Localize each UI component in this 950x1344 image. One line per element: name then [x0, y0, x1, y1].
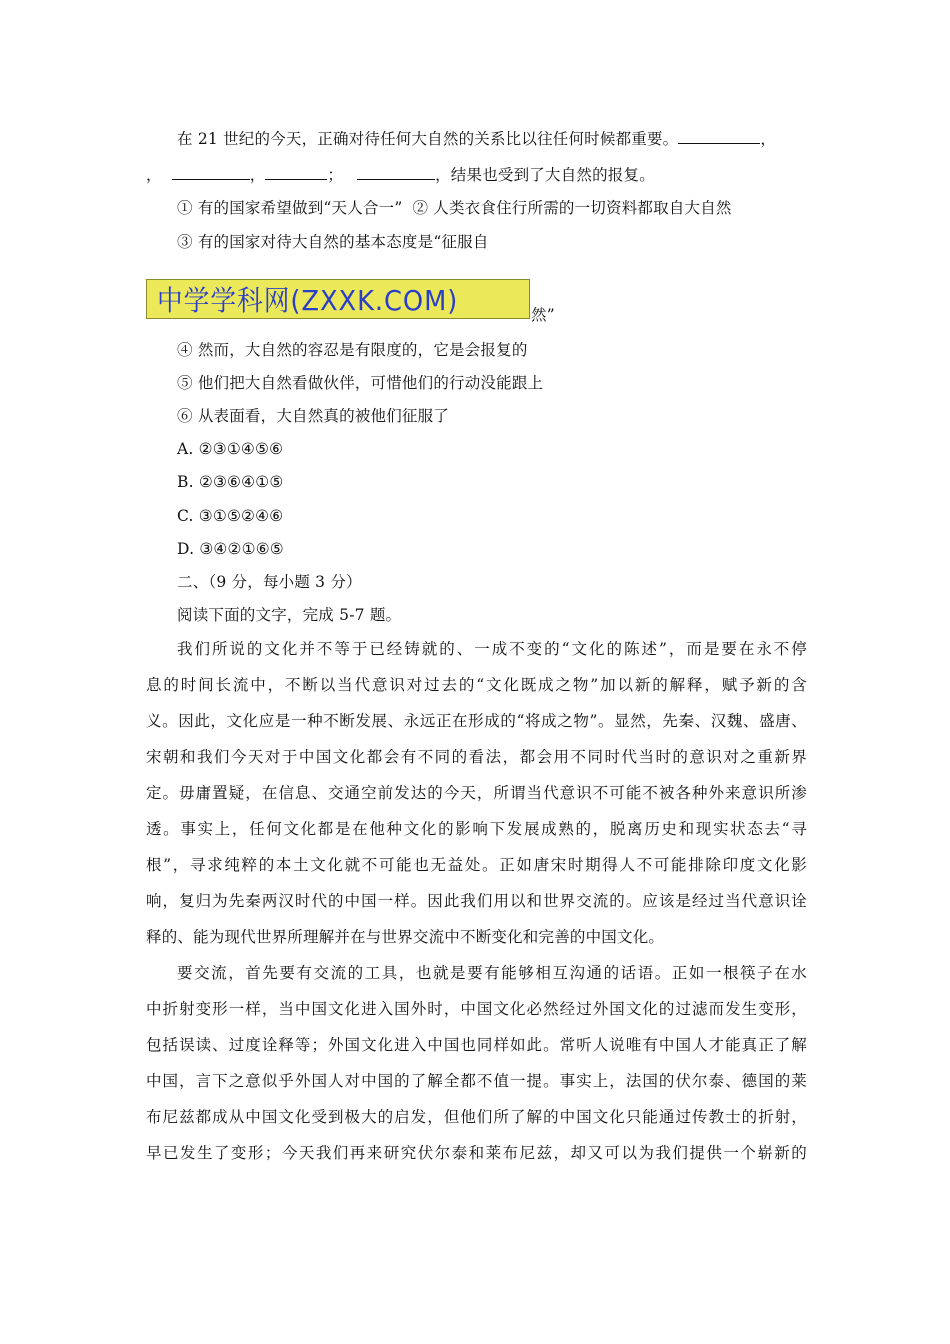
sentence-item-3-continued: 然”	[531, 306, 555, 324]
watermark-banner	[146, 279, 530, 319]
paragraph-2-line: 中折射变形一样，当中国文化进入国外时，中国文化必然经过外国文化的过滤而发生变形，	[146, 1000, 807, 1018]
answer-blank-1	[678, 127, 760, 144]
answer-blank-2	[172, 163, 250, 180]
sentence-item-1: ① 有的国家希望做到“天人合一”	[177, 199, 403, 217]
sentence-item-3: ③ 有的国家对待大自然的基本态度是“征服自	[177, 233, 489, 251]
paragraph-2-line: 包括误读、过度诠释等；外国文化进入中国也同样如此。常听人说唯有中国人才能真正了解	[146, 1036, 807, 1054]
sentence-item-4: ④ 然而，大自然的容忍是有限度的，它是会报复的	[177, 341, 528, 359]
reading-instruction: 阅读下面的文字，完成 5-7 题。	[177, 606, 402, 624]
answer-blank-3	[265, 163, 327, 180]
watermark-text: 中学学科网(ZXXK.COM)	[157, 284, 459, 317]
question-stem-line-2	[146, 163, 826, 186]
paragraph-1-line: 义。因此，文化应是一种不断发展、永远正在形成的“将成之物”。显然，先秦、汉魏、盛唐、	[146, 712, 807, 730]
answer-blank-4	[357, 163, 435, 180]
punctuation: ，	[249, 166, 266, 184]
paragraph-1-line: 我们所说的文化并不等于已经铸就的、一成不变的“文化的陈述”，而是要在永不停	[177, 640, 807, 658]
paragraph-1-line: 根”，寻求纯粹的本土文化就不可能也无益处。正如唐宋时期得人不可能排除印度文化影	[146, 856, 807, 874]
answer-option-b: B. ②③⑥④①⑤	[177, 473, 284, 491]
paragraph-2-line: 布尼兹都成从中国文化受到极大的启发，但他们所了解的中国文化只能通过传教士的折射，	[146, 1108, 807, 1126]
punctuation: ，	[760, 130, 777, 148]
punctuation: ；	[327, 166, 344, 184]
answer-option-c: C. ③①⑤②④⑥	[177, 507, 284, 525]
paragraph-2-line: 中国，言下之意似乎外国人对中国的了解全都不值一提。事实上，法国的伏尔泰、德国的莱	[146, 1072, 807, 1090]
paragraph-2-line: 要交流，首先要有交流的工具，也就是要有能够相互沟通的话语。正如一根筷子在水	[177, 964, 807, 982]
answer-option-a: A. ②③①④⑤⑥	[177, 440, 284, 458]
punctuation: ，	[146, 166, 162, 184]
sentence-item-5: ⑤ 他们把大自然看做伙伴，可惜他们的行动没能跟上	[177, 374, 544, 392]
paragraph-1-line: 宋朝和我们今天对于中国文化都会有不同的看法，都会用不同时代当时的意识对之重新界	[146, 748, 807, 766]
paragraph-1-line: 响，复归为先秦两汉时代的中国一样。因此我们用以和世界交流的。应该是经过当代意识诠	[146, 892, 807, 910]
paragraph-1-line: 释的、能为现代世界所理解并在与世界交流中不断变化和完善的中国文化。	[146, 928, 665, 946]
question-stem-text: 在 21 世纪的今天，正确对待任何大自然的关系比以往任何时候都重要。	[177, 130, 679, 148]
section-heading: 二、（9 分，每小题 3 分）	[177, 573, 362, 591]
sentence-item-6: ⑥ 从表面看，大自然真的被他们征服了	[177, 407, 450, 425]
sentence-options-row-1	[177, 197, 950, 219]
paragraph-1-line: 透。事实上，任何文化都是在他种文化的影响下发展成熟的，脱离历史和现实状态去“寻	[146, 820, 807, 838]
answer-option-d: D. ③④②①⑥⑤	[177, 540, 284, 558]
paragraph-1-line: 息的时间长流中，不断以当代意识对过去的“文化既成之物”加以新的解释，赋予新的含	[146, 676, 807, 694]
question-stem-line-1	[177, 127, 817, 150]
sentence-item-2: ② 人类衣食住行所需的一切资料都取自大自然	[412, 199, 732, 217]
paragraph-1-line: 定。毋庸置疑，在信息、交通空前发达的今天，所谓当代意识不可能不被各种外来意识所渗	[146, 784, 807, 802]
question-stem-tail: ，结果也受到了大自然的报复。	[435, 166, 655, 184]
paragraph-2-line: 早已发生了变形；今天我们再来研究伏尔泰和莱布尼兹，却又可以为我们提供一个崭新的	[146, 1144, 807, 1162]
